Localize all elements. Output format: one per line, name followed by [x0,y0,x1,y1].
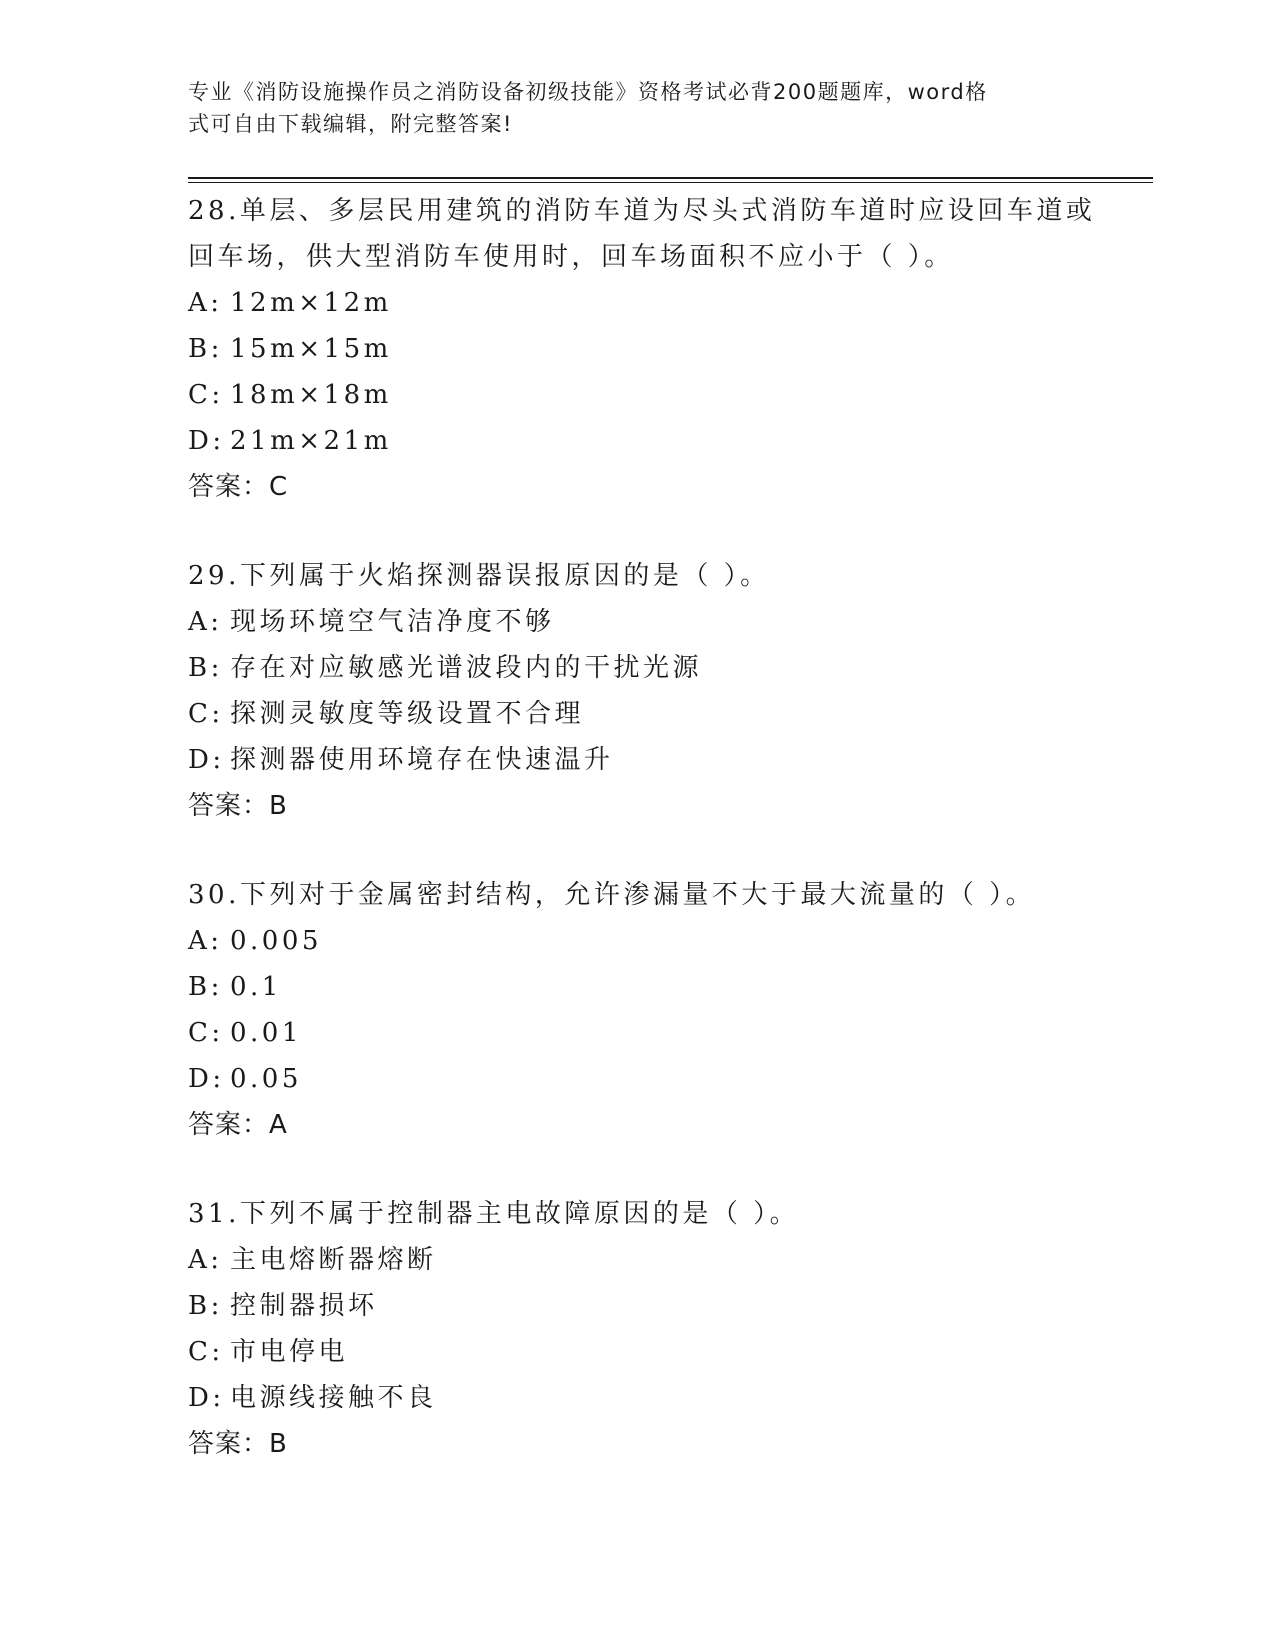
option-key: C: [188,380,224,410]
option-text: 0.1 [230,972,282,1002]
option-d [188,737,1118,783]
document-header [188,76,1088,140]
option-text: 0.005 [230,926,322,956]
option-text: 21m×21m [230,426,392,456]
option-c [188,691,1118,737]
option-text: 0.01 [230,1018,302,1048]
question-29 [188,553,1118,829]
option-text: 探测灵敏度等级设置不合理 [230,699,585,729]
option-b [188,645,1118,691]
header-line-1: 专业《消防设施操作员之消防设备初级技能》资格考试必背200题题库，word格 [188,80,988,104]
answer-label: 答案：C [188,472,289,502]
option-text: 探测器使用环境存在快速温升 [230,745,614,775]
question-stem-line-1: 30.下列对于金属密封结构，允许渗漏量不大于最大流量的（ ）。 [188,880,1036,910]
option-d [188,1375,1118,1421]
option-a [188,918,1118,964]
option-key: B: [188,972,223,1002]
question-stem [188,1191,1118,1237]
option-key: C: [188,1337,224,1367]
option-key: B: [188,653,223,683]
option-key: C: [188,1018,224,1048]
option-text: 0.05 [230,1064,302,1094]
question-28 [188,188,1118,510]
option-key: A: [188,288,223,318]
option-key: A: [188,926,223,956]
question-stem [188,553,1118,599]
option-c [188,372,1118,418]
option-b [188,964,1118,1010]
question-stem-line-1: 28.单层、多层民用建筑的消防车道为尽头式消防车道时应设回车道或 [188,196,1096,226]
option-key: D: [188,745,225,775]
header-divider-thick [188,177,1153,179]
question-stem-line-1: 31.下列不属于控制器主电故障原因的是（ ）。 [188,1199,800,1229]
option-text: 现场环境空气洁净度不够 [230,607,555,637]
option-key: D: [188,1064,225,1094]
header-divider-thin [188,182,1153,183]
answer-label: 答案：A [188,1110,288,1140]
question-stem-line-1: 29.下列属于火焰探测器误报原因的是（ ）。 [188,561,770,591]
option-text: 主电熔断器熔断 [230,1245,437,1275]
option-text: 控制器损坏 [230,1291,378,1321]
option-text: 18m×18m [230,380,392,410]
option-key: D: [188,1383,225,1413]
option-text: 15m×15m [230,334,392,364]
option-key: B: [188,1291,223,1321]
header-line-2: 式可自由下载编辑，附完整答案! [188,112,513,136]
option-text: 市电停电 [230,1337,349,1367]
option-a [188,599,1118,645]
option-a [188,1237,1118,1283]
option-c [188,1010,1118,1056]
question-30 [188,872,1118,1148]
option-key: B: [188,334,223,364]
option-key: A: [188,607,223,637]
option-c [188,1329,1118,1375]
option-d [188,1056,1118,1102]
option-key: A: [188,1245,223,1275]
option-b [188,1283,1118,1329]
question-stem [188,188,1118,280]
option-key: D: [188,426,225,456]
answer-label: 答案：B [188,791,288,821]
option-text: 电源线接触不良 [230,1383,437,1413]
option-d [188,418,1118,464]
option-a [188,280,1118,326]
option-b [188,326,1118,372]
answer-label: 答案：B [188,1429,288,1459]
option-key: C: [188,699,224,729]
option-text: 12m×12m [230,288,392,318]
question-stem-line-2: 回车场，供大型消防车使用时，回车场面积不应小于（ ）。 [188,242,954,272]
question-31 [188,1191,1118,1467]
question-stem [188,872,1118,918]
option-text: 存在对应敏感光谱波段内的干扰光源 [230,653,703,683]
